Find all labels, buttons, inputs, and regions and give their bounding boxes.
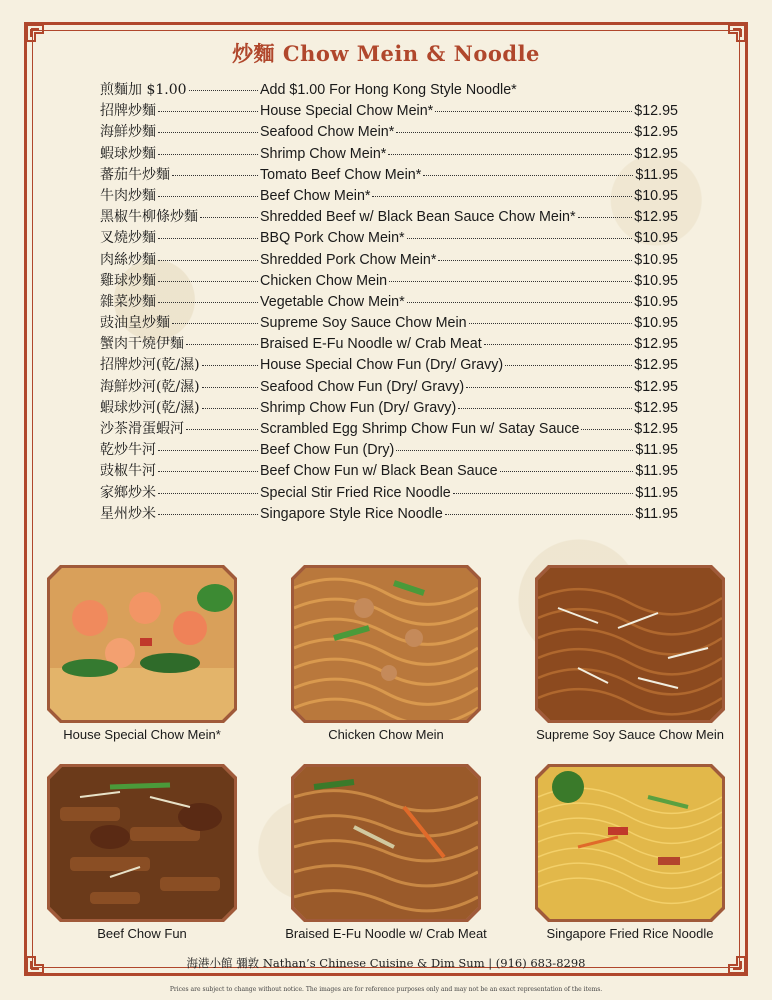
leader-dots [458, 408, 632, 409]
leader-dots [200, 217, 258, 218]
menu-item-chinese-name: 叉燒炒麵 [100, 230, 156, 247]
menu-item-chinese-name: 海鮮炒河(乾/濕) [100, 378, 200, 395]
menu-item-chinese-name: 蕃茄牛炒麵 [100, 166, 170, 183]
leader-dots [202, 408, 258, 409]
menu-item [100, 101, 678, 122]
leader-dots [578, 217, 633, 218]
menu-item-price: $12.95 [634, 336, 678, 353]
menu-item-chinese-name: 牛肉炒麵 [100, 187, 156, 204]
menu-item-price: $10.95 [634, 315, 678, 332]
menu-item [100, 228, 678, 249]
menu-item [100, 80, 678, 101]
menu-item-chinese-name: 招牌炒麵 [100, 103, 156, 120]
leader-dots [396, 132, 632, 133]
leader-dots [158, 154, 258, 155]
disclaimer: Prices are subject to change without notice. The images are for reference purposes only and may not be an exact representation of the items. [169, 986, 603, 993]
leader-dots [158, 238, 258, 239]
leader-dots [372, 196, 632, 197]
photo-house-special-chow-mein [50, 568, 234, 720]
menu-item-price: $12.95 [634, 103, 678, 120]
menu-item [100, 292, 678, 313]
leader-dots [484, 344, 633, 345]
leader-dots [158, 196, 258, 197]
leader-dots [423, 175, 633, 176]
menu-item-chinese-name: 肉絲炒麵 [100, 251, 156, 268]
leader-dots [438, 260, 632, 261]
menu-item [100, 461, 678, 482]
leader-dots [172, 323, 258, 324]
menu-item-chinese-name: 沙茶滑蛋蝦河 [100, 421, 184, 437]
footer-contact: 海港小館 彌敦 Nathan’s Chinese Cuisine & Dim Sum | (916) 683-8298 [186, 956, 586, 970]
menu-item [100, 144, 678, 165]
leader-dots [396, 450, 633, 451]
menu-item-english-name: Shredded Beef w/ Black Bean Sauce Chow Mein* [260, 209, 576, 226]
leader-dots [445, 514, 634, 515]
menu-item-english-name: House Special Chow Mein* [260, 103, 434, 120]
menu-item [100, 250, 678, 271]
leader-dots [469, 323, 633, 324]
menu-item-english-name: Shredded Pork Chow Mein* [260, 251, 437, 268]
photo-caption: Singapore Fried Rice Noodle [546, 926, 714, 941]
menu-item-english-name: Special Stir Fried Rice Noodle [260, 484, 451, 501]
leader-dots [189, 90, 258, 91]
menu-item-english-name: Braised E-Fu Noodle w/ Crab Meat [260, 336, 482, 353]
menu-item [100, 313, 678, 334]
menu-item-chinese-name: 雜菜炒麵 [100, 293, 156, 310]
menu-item-price: $11.95 [635, 484, 678, 501]
leader-dots [202, 387, 258, 388]
menu-item [100, 207, 678, 228]
menu-item-english-name: Shrimp Chow Fun (Dry/ Gravy) [260, 399, 457, 416]
menu-item-chinese-name: 招牌炒河(乾/濕) [100, 357, 200, 374]
photo-supreme-soy-sauce-chow-mein [538, 568, 722, 720]
menu-item-chinese-name: 黑椒牛柳條炒麵 [100, 209, 198, 226]
menu-item-english-name: Supreme Soy Sauce Chow Mein [260, 315, 467, 332]
menu-item-chinese-name: 蝦球炒麵 [100, 145, 156, 162]
leader-dots [158, 281, 258, 282]
leader-dots [158, 111, 258, 112]
menu-item-chinese-name: 乾炒牛河 [100, 442, 156, 459]
leader-dots [453, 493, 634, 494]
menu-item-english-name: Shrimp Chow Mein* [260, 145, 387, 162]
menu-item-english-name: Tomato Beef Chow Mein* [260, 166, 422, 183]
leader-dots [158, 493, 258, 494]
menu-item [100, 483, 678, 504]
menu-item-price: $10.95 [634, 251, 678, 268]
leader-dots [186, 344, 258, 345]
leader-dots [202, 365, 258, 366]
menu-item [100, 504, 678, 525]
photo-caption: Braised E-Fu Noodle w/ Crab Meat [285, 926, 487, 941]
menu-item-price: $10.95 [634, 230, 678, 247]
menu-item-price: $12.95 [634, 145, 678, 162]
menu-item-price: $12.95 [634, 357, 678, 374]
menu-item-english-name: BBQ Pork Chow Mein* [260, 230, 405, 247]
photo-braised-e-fu-noodle [294, 767, 478, 919]
menu-item-price: $11.95 [635, 166, 678, 183]
menu-item [100, 165, 678, 186]
leader-dots [435, 111, 632, 112]
menu-item-price: $10.95 [634, 187, 678, 204]
menu-item-price: $11.95 [635, 463, 678, 480]
photo-caption: Beef Chow Fun [97, 926, 187, 941]
menu-item [100, 398, 678, 419]
menu-list [100, 80, 678, 525]
leader-dots [500, 471, 634, 472]
menu-item-price: $11.95 [635, 442, 678, 459]
leader-dots [389, 281, 632, 282]
menu-item [100, 419, 678, 440]
leader-dots [172, 175, 258, 176]
leader-dots [407, 238, 633, 239]
menu-item-chinese-name: 豉油皇炒麵 [100, 315, 170, 332]
menu-item-english-name: Beef Chow Fun w/ Black Bean Sauce [260, 463, 498, 480]
menu-item-english-name: Seafood Chow Mein* [260, 124, 395, 141]
page-title: 炒麵 Chow Mein & Noodle [232, 41, 540, 66]
menu-item-price: $10.95 [634, 272, 678, 289]
photo-singapore-fried-rice-noodle [538, 767, 722, 919]
leader-dots [186, 429, 258, 430]
menu-item-price: $12.95 [634, 421, 678, 437]
menu-item-price: $12.95 [634, 209, 678, 226]
menu-item-price: $12.95 [634, 378, 678, 395]
photo-caption: House Special Chow Mein* [63, 727, 221, 742]
menu-item-chinese-name: 雞球炒麵 [100, 272, 156, 289]
menu-item-english-name: Vegetable Chow Mein* [260, 293, 405, 310]
menu-item-price: $12.95 [634, 399, 678, 416]
menu-item-english-name: Scrambled Egg Shrimp Chow Fun w/ Satay Sauce [260, 421, 580, 437]
photo-caption: Supreme Soy Sauce Chow Mein [536, 727, 724, 742]
menu-item-chinese-name: 蝦球炒河(乾/濕) [100, 399, 200, 416]
menu-item [100, 355, 678, 376]
menu-item-chinese-name: 蟹肉干燒伊麵 [100, 336, 184, 353]
menu-item-english-name: Beef Chow Mein* [260, 187, 371, 204]
leader-dots [407, 302, 633, 303]
photo-beef-chow-fun [50, 767, 234, 919]
photo-caption: Chicken Chow Mein [328, 727, 444, 742]
leader-dots [466, 387, 632, 388]
menu-item-chinese-name: 海鮮炒麵 [100, 124, 156, 141]
menu-item-chinese-name: 星州炒米 [100, 505, 156, 522]
menu-item-price: $11.95 [635, 505, 678, 522]
leader-dots [158, 132, 258, 133]
menu-item-price: $10.95 [634, 293, 678, 310]
menu-item-price: $12.95 [634, 124, 678, 141]
leader-dots [158, 302, 258, 303]
leader-dots [158, 514, 258, 515]
menu-item-english-name: Singapore Style Rice Noodle [260, 505, 443, 522]
menu-item [100, 377, 678, 398]
menu-item-english-name: Chicken Chow Mein [260, 272, 388, 289]
photo-chicken-chow-mein [294, 568, 478, 720]
menu-item-english-name: Add $1.00 For Hong Kong Style Noodle* [260, 82, 517, 98]
menu-item-chinese-name: 家鄉炒米 [100, 484, 156, 501]
leader-dots [581, 429, 632, 430]
menu-item [100, 334, 678, 355]
menu-item [100, 440, 678, 461]
menu-item [100, 271, 678, 292]
menu-item-english-name: Beef Chow Fun (Dry) [260, 442, 395, 459]
menu-item-english-name: House Special Chow Fun (Dry/ Gravy) [260, 357, 504, 374]
leader-dots [158, 471, 258, 472]
leader-dots [388, 154, 632, 155]
leader-dots [158, 450, 258, 451]
leader-dots [158, 260, 258, 261]
leader-dots [505, 365, 632, 366]
menu-item [100, 122, 678, 143]
menu-item-chinese-name: 豉椒牛河 [100, 463, 156, 480]
menu-item-english-name: Seafood Chow Fun (Dry/ Gravy) [260, 378, 465, 395]
menu-item [100, 186, 678, 207]
menu-item-chinese-name: 煎麵加 $1.00 [100, 82, 187, 98]
